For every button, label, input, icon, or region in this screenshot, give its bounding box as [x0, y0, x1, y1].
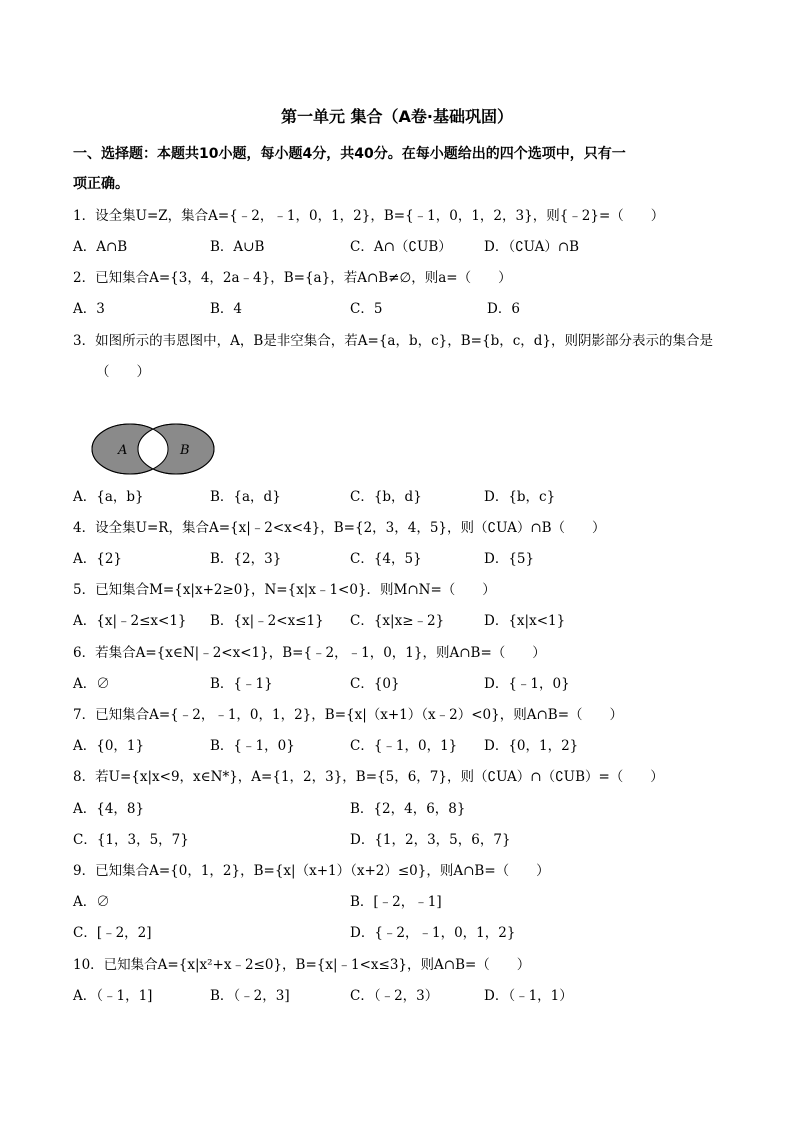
question-5-option-b: B．{x|﹣2<x≤1} — [210, 613, 324, 629]
question-9-option-c: C．[﹣2，2] — [73, 925, 152, 941]
question-4-option-c: C．{4，5} — [350, 551, 422, 567]
question-4-option-d: D．{5} — [484, 551, 535, 567]
question-1-option-d: D．（∁UA）∩B — [484, 239, 580, 255]
venn-label-b: B — [180, 443, 190, 458]
question-5-stem: 5．已知集合M={x|x+2≥0}，N={x|x﹣1<0}．则M∩N=（ ） — [73, 582, 496, 598]
question-1-option-c: C．A∩（∁UB） — [350, 239, 452, 255]
venn-label-a: A — [118, 443, 128, 458]
question-8-option-d: D．{1，2，3，5，6，7} — [350, 832, 511, 848]
question-9-option-b: B．[﹣2，﹣1] — [350, 894, 442, 910]
question-2-option-d: D．6 — [487, 301, 520, 317]
question-10-option-d: D．（﹣1，1） — [484, 988, 573, 1004]
question-3-stem-continuation: （ ） — [96, 364, 150, 380]
question-8-option-b: B．{2，4，6，8} — [350, 801, 466, 817]
question-10-option-c: C．（﹣2，3） — [350, 988, 439, 1004]
question-8-option-c: C．{1，3，5，7} — [73, 832, 189, 848]
question-7-option-c: C．{﹣1，0，1} — [350, 738, 458, 754]
question-6-option-a: A．∅ — [73, 676, 110, 692]
question-6-stem: 6．若集合A={x∈N|﹣2<x<1}，B={﹣2，﹣1，0，1}，则A∩B=（ ） — [73, 645, 546, 661]
question-5-option-d: D．{x|x<1} — [484, 613, 566, 629]
question-9-stem: 9．已知集合A={0，1，2}，B={x|（x+1）（x+2）≤0}，则A∩B=（ ） — [73, 863, 550, 879]
question-3-option-c: C．{b，d} — [350, 489, 422, 505]
question-10-stem: 10．已知集合A={x|x²+x﹣2≤0}，B={x|﹣1<x≤3}，则A∩B=（ ） — [73, 957, 531, 973]
question-5-option-a: A．{x|﹣2≤x<1} — [73, 613, 187, 629]
question-7-stem: 7．已知集合A={﹣2，﹣1，0，1，2}，B={x|（x+1）（x﹣2）<0}，则A∩B=（ ） — [73, 707, 624, 723]
page-title: 第一单元 集合（A卷·基础巩固） — [280, 107, 514, 126]
question-7-option-d: D．{0，1，2} — [484, 738, 579, 754]
question-2-option-c: C．5 — [350, 301, 383, 317]
question-2-stem: 2．已知集合A={3，4，2a﹣4}，B={a}，若A∩B≠∅，则a=（ ） — [73, 270, 512, 286]
question-3-option-a: A．{a，b} — [73, 489, 144, 505]
question-7-option-b: B．{﹣1，0} — [210, 738, 295, 754]
question-4-stem: 4．设全集U=R，集合A={x|﹣2<x<4}，B={2，3，4，5}，则（∁UA）∩B（ ） — [73, 520, 606, 536]
question-10-option-b: B．（﹣2，3] — [210, 988, 290, 1004]
question-1-option-b: B．A∪B — [210, 239, 265, 255]
question-5-option-c: C．{x|x≥﹣2} — [350, 613, 445, 629]
question-9-option-a: A．∅ — [73, 894, 110, 910]
section-heading-line-2: 项正确。 — [73, 176, 129, 192]
question-6-option-b: B．{﹣1} — [210, 676, 273, 692]
venn-diagram — [90, 422, 216, 476]
question-8-stem: 8．若U={x|x<9，x∈N*}，A={1，2，3}，B={5，6，7}，则（∁UA）∩（∁UB）=（ ） — [73, 769, 664, 785]
question-9-option-d: D．{﹣2，﹣1，0，1，2} — [350, 925, 516, 941]
question-1-option-a: A．A∩B — [73, 239, 128, 255]
question-7-option-a: A．{0，1} — [73, 738, 145, 754]
question-8-option-a: A．{4，8} — [73, 801, 145, 817]
question-4-option-b: B．{2，3} — [210, 551, 282, 567]
question-10-option-a: A．（﹣1，1] — [73, 988, 153, 1004]
question-3-stem: 3．如图所示的韦恩图中，A，B是非空集合，若A={a，b，c}，B={b，c，d}，则阴影部分表示的集合是 — [73, 333, 714, 349]
question-2-option-a: A．3 — [73, 301, 105, 317]
question-3-option-d: D．{b，c} — [484, 489, 556, 505]
question-1-stem: 1．设全集U=Z，集合A={﹣2，﹣1，0，1，2}，B={﹣1，0，1，2，3}，则{﹣2}=（ ） — [73, 208, 665, 224]
question-2-option-b: B．4 — [210, 301, 243, 317]
question-3-option-b: B．{a，d} — [210, 489, 281, 505]
question-6-option-d: D．{﹣1，0} — [484, 676, 570, 692]
question-4-option-a: A．{2} — [73, 551, 123, 567]
question-6-option-c: C．{0} — [350, 676, 400, 692]
section-heading-line-1: 一、选择题：本题共10小题，每小题4分，共40分。在每小题给出的四个选项中，只有一 — [73, 146, 626, 162]
